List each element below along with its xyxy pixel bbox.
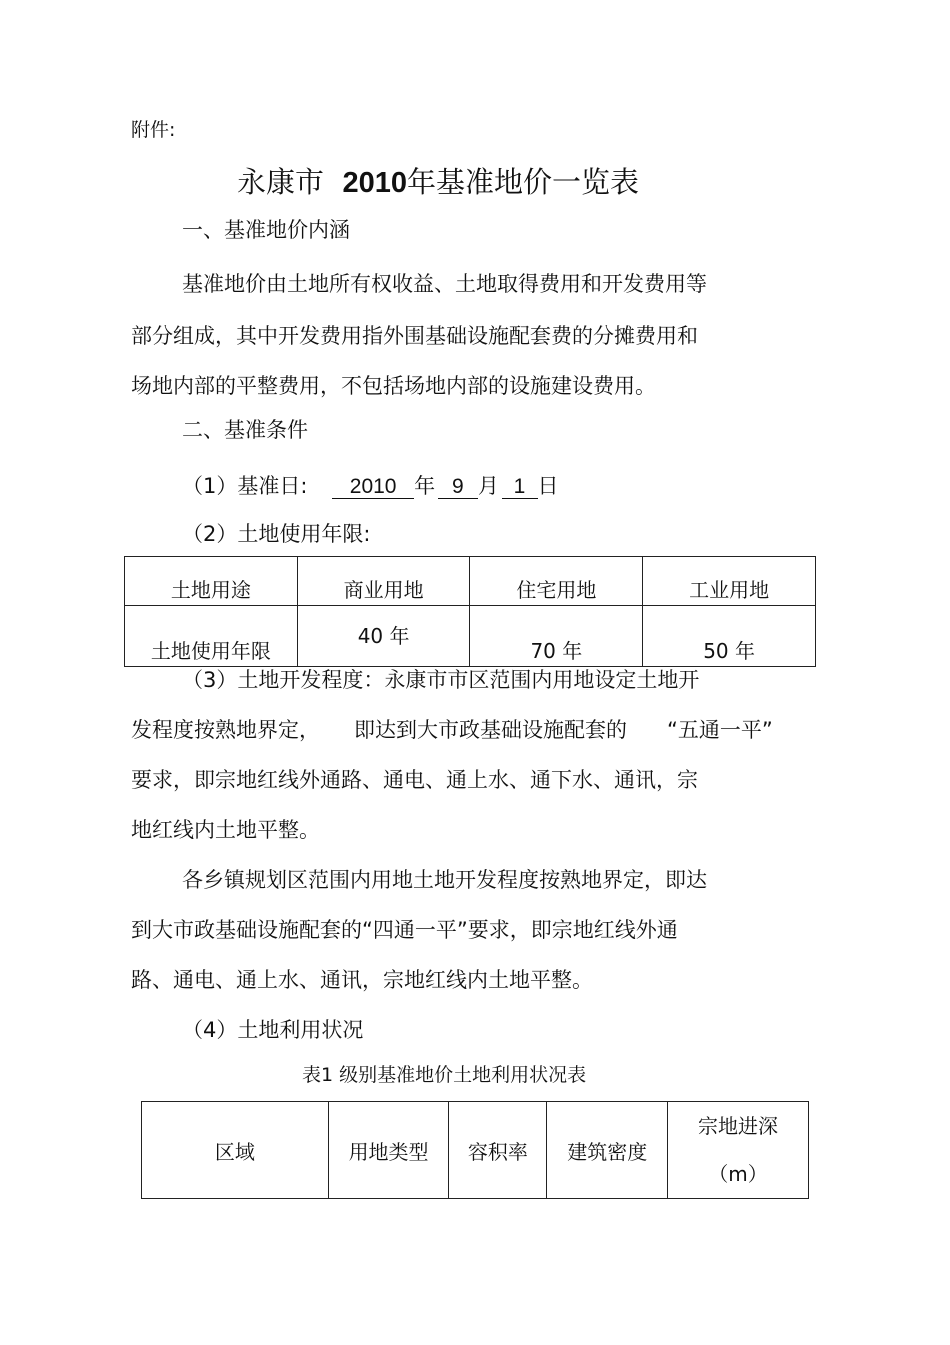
- section-1-line-2: 部分组成，其中开发费用指外围基础设施配套费的分摊费用和: [131, 324, 698, 348]
- base-date-year-unit: 年: [414, 474, 436, 498]
- dev-line-4: 地红线内土地平整。: [131, 818, 320, 842]
- base-date-line: [182, 474, 559, 499]
- base-date-day: 1: [502, 476, 538, 499]
- table-1-caption: 表1 级别基准地价土地利用状况表: [302, 1064, 587, 1086]
- base-date-year: 2010: [332, 476, 414, 499]
- attachment-label: 附件:: [131, 119, 176, 141]
- land-term-header-industrial: 工业用地: [643, 557, 816, 606]
- section-1-line-3: 场地内部的平整费用，不包括场地内部的设施建设费用。: [131, 374, 656, 398]
- land-term-header-commercial: 商业用地: [297, 557, 470, 606]
- land-term-header-use: 土地用途: [125, 557, 298, 606]
- land-term-header-residential: 住宅用地: [470, 557, 643, 606]
- land-usage-label: （4）土地利用状况: [182, 1018, 364, 1042]
- land-usage-header-depth: [668, 1102, 809, 1199]
- land-usage-table: [141, 1101, 809, 1199]
- dev-line-1: （3）土地开发程度：永康市市区范围内用地设定土地开: [182, 668, 700, 692]
- dev-line-2: [131, 718, 773, 742]
- base-date-month-unit: 月: [477, 474, 499, 498]
- land-usage-header-depth-line-2: （m）: [708, 1162, 768, 1186]
- town-line-2: 到大市政基础设施配套的“四通一平”要求，即宗地红线外通: [131, 918, 678, 942]
- dev-line-2-part-b: 即达到大市政基础设施配套的: [354, 718, 627, 742]
- land-term-industrial-value: 50 年: [643, 606, 816, 667]
- land-term-value-row: [125, 606, 816, 667]
- land-usage-header-density: 建筑密度: [547, 1102, 668, 1199]
- land-term-table: [124, 556, 816, 667]
- town-line-3: 路、通电、通上水、通讯，宗地红线内土地平整。: [131, 968, 593, 992]
- town-line-1: 各乡镇规划区范围内用地土地开发程度按熟地界定，即达: [182, 868, 707, 892]
- base-date-month: 9: [438, 476, 478, 499]
- page-title: [237, 165, 639, 200]
- base-date-day-unit: 日: [537, 474, 559, 498]
- dev-line-2-part-a: 发程度按熟地界定，: [131, 718, 320, 742]
- land-term-residential-value: 70 年: [470, 606, 643, 667]
- title-prefix: 永康市: [237, 165, 325, 199]
- land-usage-header-area: 区域: [142, 1102, 329, 1199]
- dev-line-3: 要求，即宗地红线外通路、通电、通上水、通下水、通讯，宗: [131, 768, 698, 792]
- land-term-header-row: [125, 557, 816, 606]
- base-date-label: （1）基准日:: [182, 474, 308, 498]
- land-usage-header-type: 用地类型: [328, 1102, 449, 1199]
- land-term-label: （2）土地使用年限:: [182, 522, 371, 546]
- title-year: 2010: [342, 167, 407, 199]
- land-usage-header-depth-line-1: 宗地进深: [698, 1114, 779, 1138]
- land-term-row-label: 土地使用年限: [125, 606, 298, 667]
- land-term-commercial-value: 40 年: [297, 606, 470, 667]
- land-usage-header-far: 容积率: [449, 1102, 547, 1199]
- title-suffix: 年基准地价一览表: [406, 165, 639, 199]
- section-2-heading: 二、基准条件: [182, 418, 308, 442]
- section-1-line-1: 基准地价由土地所有权收益、土地取得费用和开发费用等: [182, 272, 707, 296]
- dev-line-2-part-c: “五通一平”: [667, 718, 773, 742]
- land-usage-header-row: [142, 1102, 809, 1199]
- section-1-heading: 一、基准地价内涵: [182, 218, 350, 242]
